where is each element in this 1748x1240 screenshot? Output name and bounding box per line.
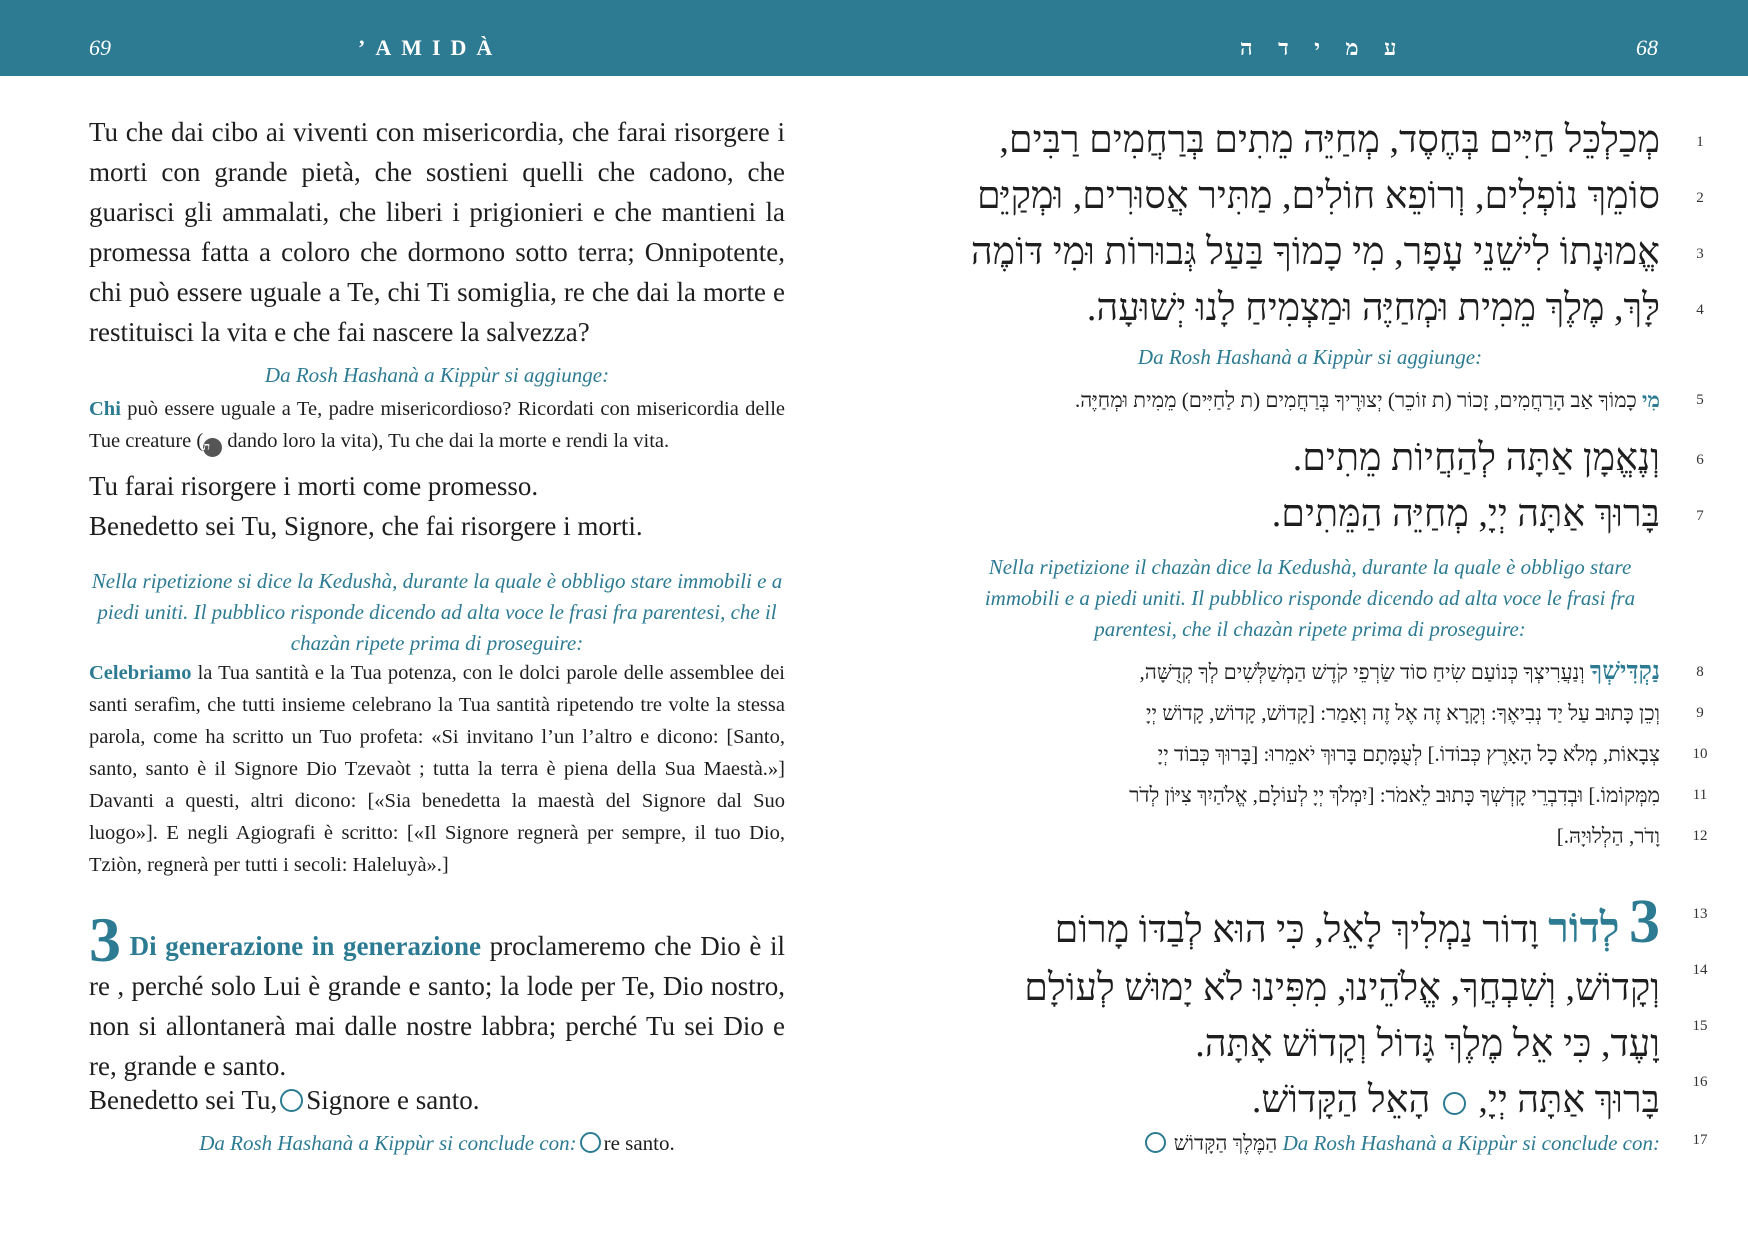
italian-rubric-conclude: Da Rosh Hashanà a Kippùr si conclude con: re santo. <box>199 1131 675 1155</box>
right-page-number: 68 <box>1636 35 1658 60</box>
hebrew-line-11: מִמְּקוֹמוֹ.] וּבְדִבְרֵי קָדְשְׁךָ כָּתוּב לֵאמֹר: [יִמְלֹךְ יְיָ לְעוֹלָם, אֱלֹהַיִךְ צִיּוֹן לְדֹר <box>1129 783 1660 807</box>
line-number: 13 <box>1692 906 1708 922</box>
line-number: 6 <box>1696 452 1704 468</box>
italian-kedusha: Celebriamo la Tua santità e la Tua potenza, con le dolci parole delle assemblee dei santi serafìm, che tutti insieme celebrano la Tua santità ripetendo tre volte la stessa parola, come ha scritto un Tuo profeta: «Si invitano l’un l’altro e dicono: [Santo, santo, santo è il Signore Dio Tzevaòt ; tutta la terra è piena della Sua Maestà.»] Davanti a questi, altri dicono: [«Sia benedetta la maestà del Signore dal Suo luogo»]. E negli Agiografi è scritto: [«Il Signore regnerà per sempre, il tuo Dio, Tziòn, regnerà per tutti i secoli: Haleluyà».] <box>89 662 786 876</box>
italian-paragraph-1: Tu che dai cibo ai viventi con misericordia, che farai risorgere i morti con grande pietà, che sostieni quelli che cadono, che guarisci gli ammalati, che liberi i prigionieri e che mantieni la promessa fatta a coloro che dormono sotto terra; Onnipotente, chi può essere uguale a Te, chi Ti somiglia, re che dai la morte e restituisci la vita e che fai nascere la salvezza? <box>89 117 785 347</box>
circle-icon <box>580 1132 601 1153</box>
hebrew-rubric-conclude: הַמֶּלֶךְ הַקָּדוֹשׁ Da Rosh Hashanà a Kippùr si conclude con: <box>960 1128 1660 1159</box>
line-number: 17 <box>1692 1132 1708 1148</box>
line-number: 9 <box>1696 705 1704 721</box>
hebrew-line-15: וָעֶד, כִּי אֵל מֶלֶךְ גָּדוֹל וְקָדוֹשׁ אָתָּה. <box>1195 1023 1660 1065</box>
italian-line-b: Benedetto sei Tu, Signore, che fai risorgere i morti. <box>89 511 643 541</box>
circle-icon <box>1145 1132 1166 1153</box>
italian-addition: Chi può essere uguale a Te, padre misericordioso? Ricordati con misericordia delle Tue creature (ת dando loro la vita), Tu che dai la morte e rendi la vita. <box>89 393 785 457</box>
line-number: 4 <box>1696 302 1704 318</box>
hebrew-line-8: נַקְדִּישְׁךָ וְנַעֲרִיצְךָ כְּנוֹעַם שִׂיחַ סוֹד שַׂרְפֵי קֹדֶשׁ הַמְשַׁלְּשִׁים לְךָ קְדֻשָּׁה, <box>1139 658 1660 685</box>
italian-blessing: Benedetto sei Tu, Signore e santo. <box>89 1085 480 1115</box>
right-running-title: ע מ י ד ה <box>1240 35 1407 60</box>
italian-lines-ab <box>89 466 785 546</box>
line-number: 12 <box>1692 828 1708 844</box>
line-number: 16 <box>1692 1074 1708 1090</box>
hebrew-line-4: לָּךְ, מֶלֶךְ מֵמִית וּמְחַיֶּה וּמַצְמִיחַ לָנוּ יְשׁוּעָה. <box>1086 287 1660 329</box>
italian-rubric-kedusha: Nella ripetizione si dice la Kedushà, durante la quale è obbligo stare immobili e a piedi uniti. Il pubblico risponde dicendo ad alta voce le frasi fra parentesi, che il chazàn ripete prima di proseguire: <box>91 569 783 655</box>
line-number: 1 <box>1696 134 1704 150</box>
hebrew-rubric-kedusha: Nella ripetizione il chazàn dice la Kedushà, durante la quale è obbligo stare immobili e a piedi uniti. Il pubblico risponde dicendo ad alta voce le frasi fra parentesi, che il chazàn ripete prima di proseguire: <box>984 555 1636 641</box>
line-number: 10 <box>1692 746 1708 762</box>
line-number: 2 <box>1696 190 1704 206</box>
line-number: 8 <box>1696 664 1704 680</box>
section-3-lead: Di generazione in generazione <box>129 931 481 961</box>
hebrew-line-2: סוֹמֵךְ נוֹפְלִים, וְרוֹפֵא חוֹלִים, מַתִּיר אֲסוּרִים, וּמְקַיֵּם <box>976 175 1660 217</box>
section-number: 3 <box>89 904 121 975</box>
hebrew-line-3: אֱמוּנָתוֹ לִישֵׁנֵי עָפָר, מִי כָמוֹךָ בַּעַל גְּבוּרוֹת וּמִי דּוֹמֶה <box>970 231 1660 273</box>
hebrew-line-5: מִי כָמוֹךָ אַב הָרַחֲמִים, זָכוֹר (ת זוֹכֵר) יְצוּרֶיךָ בְּרַחֲמִים (ת לַחַיִּים) מֵמִית וּמְחַיֶּה. <box>1074 388 1660 412</box>
hebrew-line-13: 3 לְדוֹר וָדוֹר נַמְלִיךְ לָאֵל, כִּי הוּא לְבַדּוֹ מָרוֹם <box>1054 890 1660 954</box>
hebrew-line-6: וְנֶאֱמָן אַתָּה לְהַחֲיוֹת מֵתִים. <box>1292 437 1660 479</box>
left-page-number: 69 <box>89 35 111 60</box>
hebrew-line-1: מְכַלְכֵּל חַיִּים בְּחֶסֶד, מְחַיֵּה מֵתִים בְּרַחֲמִים רַבִּים, <box>999 119 1660 161</box>
hebrew-rubric-addition: Da Rosh Hashanà a Kippùr si aggiunge: <box>1137 345 1483 369</box>
hebrew-line-12: וָדֹר, הַלְלוּיָהּ.] <box>1556 824 1660 848</box>
italian-line-a: Tu farai risorgere i morti come promesso. <box>89 471 539 501</box>
header-bar <box>0 0 1748 76</box>
line-number: 11 <box>1692 787 1708 803</box>
italian-rubric-addition: Da Rosh Hashanà a Kippùr si aggiunge: <box>264 363 610 387</box>
line-number: 14 <box>1692 962 1708 978</box>
hebrew-line-10: צְבָאוֹת, מְלֹא כָל הָאָרֶץ כְּבוֹדוֹ.] לְעֻמָּתָם בָּרוּךְ יֹאמֵרוּ: [בָּרוּךְ כְּבוֹד יְיָ <box>1157 742 1660 766</box>
hebrew-line-16: בָּרוּךְ אַתָּה יְיָ, הָאֵל הַקָּדוֹשׁ. <box>1251 1079 1660 1121</box>
badge-icon: ת <box>203 438 222 457</box>
line-number: 15 <box>1692 1018 1708 1034</box>
line-number: 7 <box>1696 508 1704 524</box>
left-running-title: ’AMIDÀ <box>358 35 503 60</box>
line-number: 3 <box>1696 246 1704 262</box>
circle-icon <box>280 1089 303 1112</box>
hebrew-line-14: וְקָדוֹשׁ, וְשִׁבְחֲךָ, אֱלֹהֵינוּ, מִפִּינוּ לֹא יָמוּשׁ לְעוֹלָם <box>1024 967 1660 1009</box>
hebrew-line-9: וְכֵן כָּתוּב עַל יַד נְבִיאֶךָ: וְקָרָא זֶה אֶל זֶה וְאָמַר: [קָדוֹשׁ, קָדוֹשׁ, קָדוֹשׁ יְיָ <box>1146 701 1660 725</box>
line-number: 5 <box>1696 392 1704 408</box>
section-number: 3 <box>1629 890 1660 954</box>
hebrew-line-7: בָּרוּךְ אַתָּה יְיָ, מְחַיֵּה הַמֵּתִים. <box>1271 493 1660 535</box>
italian-section-3: 3 Di generazione in generazione proclameremo che Dio è il re , perché solo Lui è grande e santo; la lode per Te, Dio nostro, non si allontanerà mai dalle nostre labbra; perché Tu sei Dio e re, grande e santo. <box>89 904 786 1081</box>
circle-icon <box>1443 1092 1466 1115</box>
